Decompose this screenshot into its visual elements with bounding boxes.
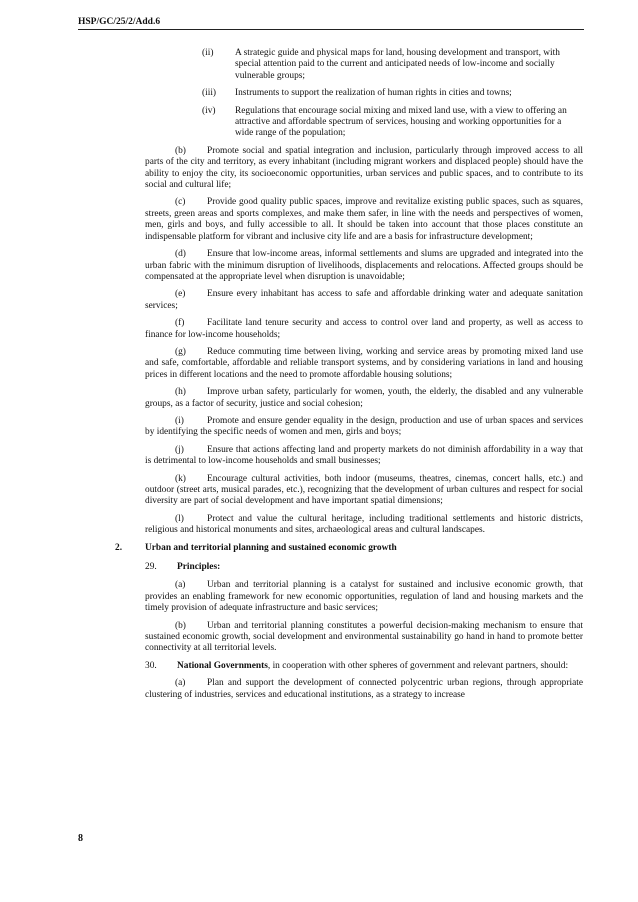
subitem — [0, 106, 638, 140]
list-item — [0, 678, 638, 701]
item-label: (d) — [175, 249, 186, 260]
item-label: (a) — [175, 678, 186, 689]
document-header — [78, 17, 584, 30]
paragraph-subject: National Governments — [177, 660, 268, 671]
subitem — [0, 48, 638, 82]
item-label: (e) — [175, 289, 186, 300]
list-item — [0, 580, 638, 614]
paragraph-number: 29. — [145, 562, 157, 573]
item-text: Provide good quality public spaces, improve and revitalize existing public spaces, such as squares, streets, green areas and sports complexes, and make them safer, in line with the needs and perspectives of women, men, girls and boys, and fully accessible to all. It should be taken into account that those places constitute an indispensable platform for vibrant and inclusive city life and are a basis for infrastructure development; — [145, 197, 583, 242]
list-item — [0, 249, 638, 283]
list-item — [0, 621, 638, 655]
subitem-text: A strategic guide and physical maps for land, housing development and transport, with special attention paid to the current and anticipated needs of low-income and socially vulnerable groups; — [235, 48, 560, 81]
list-item — [0, 289, 638, 312]
paragraph-title: Principles: — [177, 562, 221, 573]
subitem-text: Instruments to support the realization of human rights in cities and towns; — [235, 88, 512, 99]
paragraph-30 — [0, 661, 638, 672]
list-item — [0, 197, 638, 243]
item-text: Ensure that low-income areas, informal settlements and slums are upgraded and integrated into the urban fabric with the minimum disruption of livelihoods, displacements and relocations. Affected groups should be compensated at the appropriate level when disruption is unavoidable; — [145, 249, 583, 282]
item-text: Improve urban safety, particularly for women, youth, the elderly, the disabled and any vulnerable groups, as a factor of security, justice and social cohesion; — [145, 387, 583, 409]
item-text: Protect and value the cultural heritage, including traditional settlements and historic districts, religious and historical monuments and sites, archaeological areas and cultural landscapes. — [145, 513, 583, 536]
list-item — [0, 474, 638, 508]
subitem-label: (iii) — [202, 88, 217, 99]
item-label: (j) — [175, 444, 184, 455]
item-text: Ensure every inhabitant has access to safe and affordable drinking water and adequate sanitation services; — [145, 289, 583, 311]
section-heading — [0, 543, 638, 554]
item-label: (i) — [175, 415, 184, 426]
item-label: (b) — [175, 620, 186, 631]
document-symbol: HSP/GC/25/2/Add.6 — [78, 17, 161, 27]
page-number: 8 — [78, 833, 83, 844]
subitem-label: (ii) — [202, 48, 214, 58]
subitem — [0, 88, 638, 99]
item-label: (c) — [175, 197, 186, 208]
list-item — [0, 416, 638, 439]
item-text: Urban and territorial planning constitutes a powerful decision-making mechanism to ensure that sustained economic growth, social development and environmental sustainability go hand in hand to promote better connectivity at all territorial levels. — [145, 620, 583, 654]
paragraph-29 — [0, 562, 638, 573]
item-label: (g) — [175, 346, 186, 357]
item-text: Reduce commuting time between living, working and service areas by promoting mixed land use and safe, comfortable, affordable and reliable transport systems, and by considering variations in land and housing prices in different locations and the need to promote affordable housing solutions; — [145, 346, 583, 380]
subitem-label: (iv) — [202, 105, 216, 116]
item-label: (h) — [175, 387, 186, 398]
section-number: 2. — [115, 542, 123, 553]
item-label: (k) — [175, 473, 186, 484]
list-item — [0, 387, 638, 410]
paragraph-text: , in cooperation with other spheres of government and relevant partners, should: — [267, 660, 569, 671]
list-item — [0, 445, 638, 468]
item-text: Plan and support the development of connected polycentric urban regions, through appropriate clustering of industries, services and educational institutions, as a strategy to increase — [145, 678, 583, 700]
list-item — [0, 318, 638, 341]
item-text: Promote and ensure gender equality in the design, production and use of urban spaces and services by identifying the specific needs of women and men, girls and boys; — [145, 415, 583, 438]
item-label: (l) — [175, 513, 184, 524]
page-body — [0, 48, 638, 707]
item-label: (b) — [175, 145, 186, 156]
item-text: Urban and territorial planning is a catalyst for sustained and inclusive economic growth, that provides an enabling framework for new economic opportunities, regulation of land and housing markets and the timely provision of adequate infrastructure and basic services; — [145, 580, 583, 614]
item-text: Facilitate land tenure security and access to control over land and property, as well as access to finance for low-income households; — [145, 318, 583, 340]
list-item — [0, 146, 638, 192]
subitem-text: Regulations that encourage social mixing and mixed land use, with a view to offering an attractive and affordable spectrum of services, housing and working opportunities for a wide range of the population; — [235, 105, 567, 139]
list-item — [0, 514, 638, 537]
list-item — [0, 347, 638, 381]
section-title: Urban and territorial planning and sustained economic growth — [145, 542, 397, 553]
item-label: (a) — [175, 580, 186, 591]
item-text: Encourage cultural activities, both indoor (museums, theatres, cinemas, concert halls, etc.) and outdoor (street arts, musical parades, etc.), recognizing that the development of urban cultures and respect for social diversity are part of social development and have important spatial dimensions; — [145, 473, 583, 507]
item-label: (f) — [175, 318, 185, 329]
item-text: Ensure that actions affecting land and property markets do not diminish affordability in a way that is detrimental to low-income households and small businesses; — [145, 444, 583, 467]
item-text: Promote social and spatial integration and inclusion, particularly through improved access to all parts of the city and territory, as every inhabitant (including migrant workers and displaced people) should have the ability to enjoy the city, its socioeconomic opportunities, urban services and public spaces, and to contribute to its social and cultural life; — [145, 145, 583, 191]
paragraph-number: 30. — [145, 660, 157, 671]
